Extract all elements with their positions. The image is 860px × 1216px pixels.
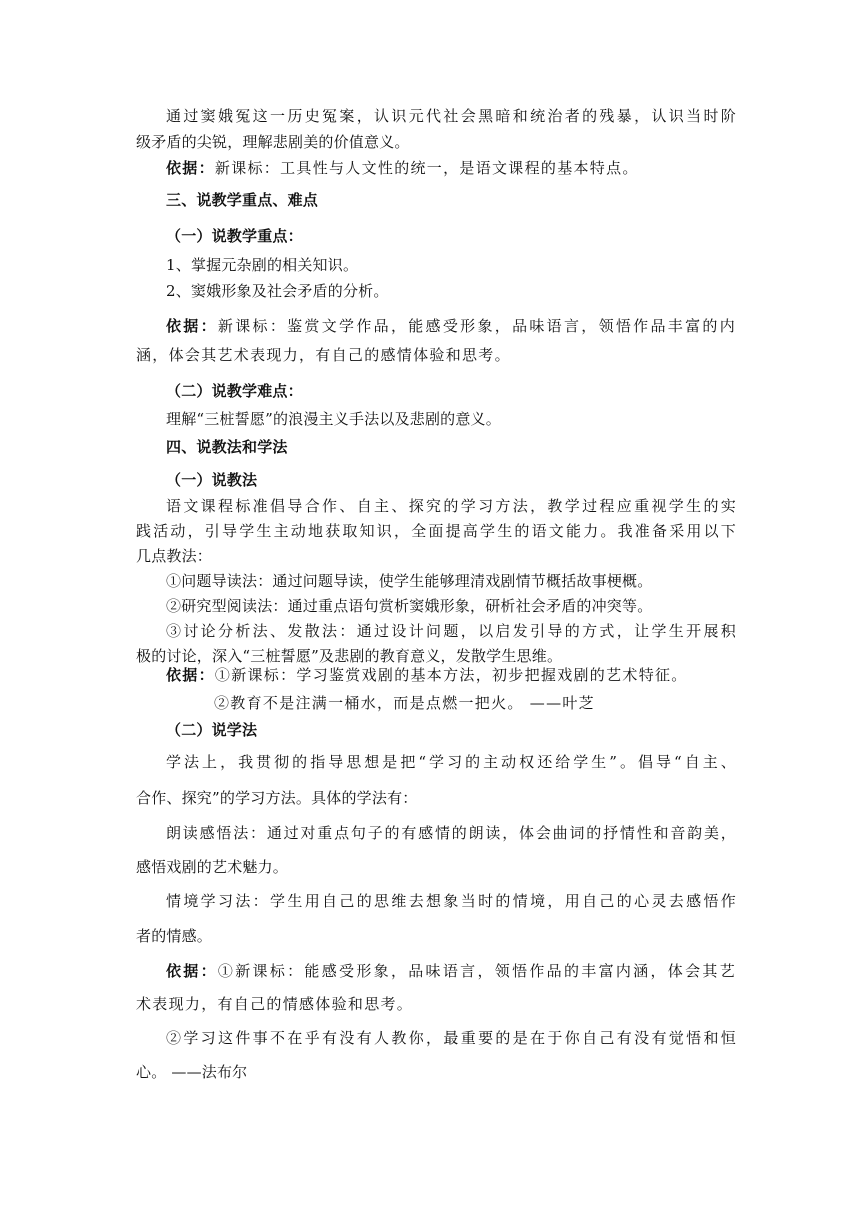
section-heading: 四、说教法和学法 <box>166 438 288 456</box>
list-item: ③讨论分析法、发散法：通过设计问题，以启发引导的方式，让学生开展积 <box>166 622 736 640</box>
basis-text: 新课标：鉴赏文学作品，能感受形象，品味语言，领悟作品丰富的内 <box>217 317 736 335</box>
paragraph-intro-line: 通过窦娥冤这一历史冤案，认识元代社会黑暗和统治者的残暴，认识当时阶 <box>166 107 736 125</box>
paragraph-line: 者的情感。 <box>136 927 213 945</box>
basis-line <box>166 313 736 339</box>
basis-line <box>166 155 736 181</box>
basis-label: 依据： <box>166 317 218 335</box>
paragraph-line: 践活动，引导学生主动地获取知识，全面提高学生的语文能力。我准备采用以下 <box>136 522 736 540</box>
paragraph-line: 语文课程标准倡导合作、自主、探究的学习方法，教学过程应重视学生的实 <box>166 497 736 515</box>
list-item: 2、窦娥形象及社会矛盾的分析。 <box>166 282 389 300</box>
list-item: ①问题导读法：通过问题导读，使学生能够理清戏剧情节概括故事梗概。 <box>166 572 653 590</box>
quote-line: 心。 ——法布尔 <box>136 1063 248 1081</box>
basis-text-line: 术表现力，有自己的情感体验和思考。 <box>136 995 414 1013</box>
section-heading: 三、说教学重点、难点 <box>166 191 319 209</box>
list-item: ②研究型阅读法：通过重点语句赏析窦娥形象，研析社会矛盾的冲突等。 <box>166 597 653 615</box>
list-item: 极的讨论，深入“三桩誓愿”及悲剧的教育意义，发散学生思维。 <box>136 647 563 665</box>
paragraph-line: 感悟戏剧的艺术魅力。 <box>136 858 289 876</box>
basis-text: ①新课标：学习鉴赏戏剧的基本方法，初步把握戏剧的艺术特征。 <box>214 666 688 684</box>
paragraph-line: 朗读感悟法：通过对重点句子的有感情的朗读，体会曲词的抒情性和音韵美， <box>166 824 736 842</box>
basis-text: ①新课标：能感受形象，品味语言，领悟作品的丰富内涵，体会其艺 <box>217 962 736 980</box>
paragraph-line: 几点教法： <box>136 547 213 565</box>
basis-label: 依据： <box>166 159 215 177</box>
basis-label: 依据： <box>166 666 215 684</box>
basis-text-line: 涵，体会其艺术表现力，有自己的感情体验和思考。 <box>136 346 511 364</box>
quote-line: ②学习这件事不在乎有没有人教你，最重要的是在于你自己有没有觉悟和恒 <box>166 1029 736 1047</box>
basis-text-line: ②教育不是注满一桶水，而是点燃一把火。 ——叶芝 <box>214 694 595 712</box>
paragraph-line: 理解“三桩誓愿”的浪漫主义手法以及悲剧的意义。 <box>166 410 501 428</box>
paragraph-line: 情境学习法：学生用自己的思维去想象当时的情境，用自己的心灵去感悟作 <box>166 892 736 910</box>
subsection-heading: （二）说教学难点： <box>166 382 303 400</box>
basis-text: 新课标：工具性与人文性的统一，是语文课程的基本特点。 <box>214 159 639 177</box>
list-item: 1、掌握元杂剧的相关知识。 <box>166 256 359 274</box>
paragraph-line: 学法上，我贯彻的指导思想是把“学习的主动权还给学生”。倡导“自主、 <box>166 753 736 771</box>
subsection-heading: （一）说教学重点： <box>166 227 303 245</box>
paragraph-intro-line: 级矛盾的尖锐，理解悲剧美的价值意义。 <box>136 133 410 151</box>
basis-label: 依据： <box>166 962 218 980</box>
subsection-heading: （一）说教法 <box>166 471 258 489</box>
basis-line <box>166 958 736 984</box>
basis-line <box>166 662 736 688</box>
paragraph-line: 合作、探究”的学习方法。具体的学法有： <box>136 789 418 807</box>
subsection-heading: （二）说学法 <box>166 721 258 739</box>
